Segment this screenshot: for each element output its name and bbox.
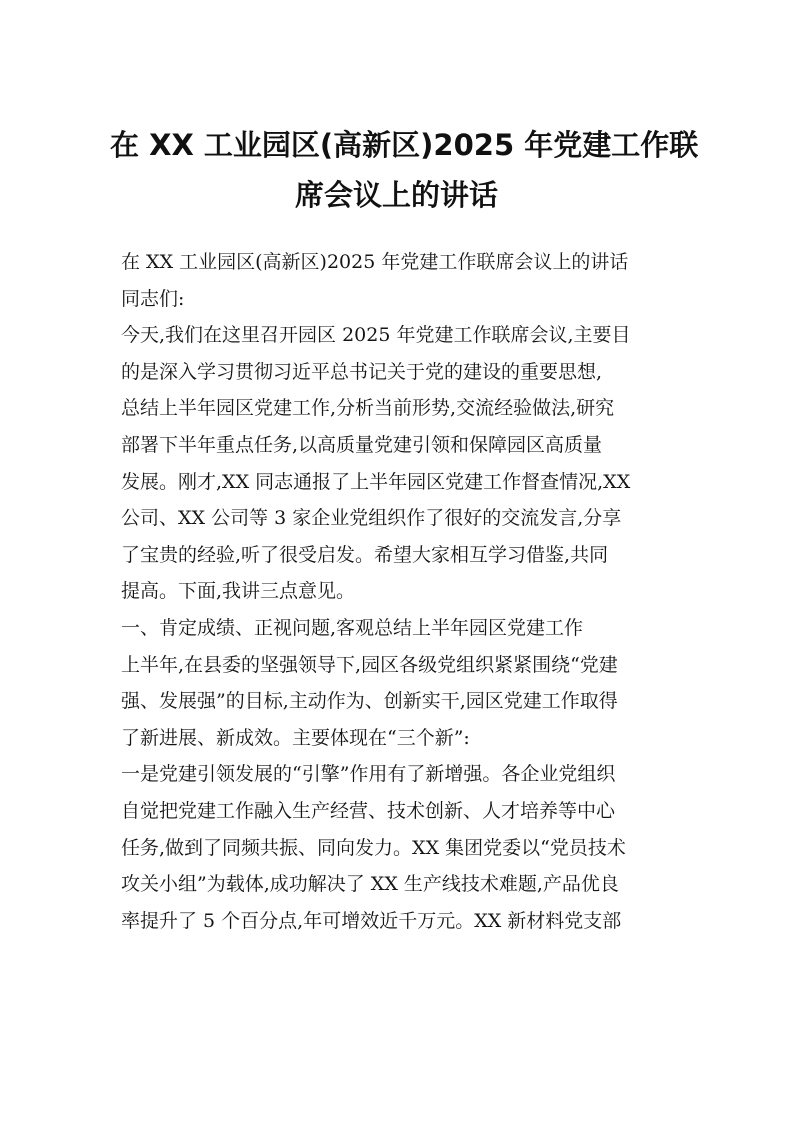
body-line: 上半年,在县委的坚强领导下,园区各级党组织紧紧围绕“党建	[121, 653, 618, 676]
body-line: 的是深入学习贯彻习近平总书记关于党的建设的重要思想,	[121, 360, 603, 383]
title-line: 席会议上的讲话	[294, 178, 498, 212]
body-line: 公司、XX 公司等 3 家企业党组织作了很好的交流发言,分享	[121, 507, 622, 530]
body-line: 攻关小组”为载体,成功解决了 XX 生产线技术难题,产品优良	[121, 873, 619, 896]
body-line: 率提升了 5 个百分点,年可增效近千万元。XX 新材料党支部	[121, 909, 622, 932]
body-line: 同志们:	[121, 287, 185, 310]
body-line: 发展。刚才,XX 同志通报了上半年园区党建工作督查情况,XX	[121, 470, 631, 493]
document-body	[121, 244, 681, 939]
body-line: 强、发展强”的目标,主动作为、创新实干,园区党建工作取得	[121, 690, 618, 713]
body-line: 部署下半年重点任务,以高质量党建引领和保障园区高质量	[121, 433, 603, 456]
body-line: 了新进展、新成效。主要体现在“三个新”:	[121, 726, 470, 749]
document-title	[110, 120, 699, 220]
body-line: 今天,我们在这里召开园区 2025 年党建工作联席会议,主要目	[121, 324, 631, 347]
section-heading: 一、肯定成绩、正视问题,客观总结上半年园区党建工作	[121, 616, 584, 639]
body-line: 一是党建引领发展的“引擎”作用有了新增强。各企业党组织	[121, 763, 616, 786]
body-line: 任务,做到了同频共振、同向发力。XX 集团党委以“党员技术	[121, 836, 626, 859]
body-line: 了宝贵的经验,听了很受启发。希望大家相互学习借鉴,共同	[121, 543, 609, 566]
body-line: 在 XX 工业园区(高新区)2025 年党建工作联席会议上的讲话	[121, 251, 629, 273]
body-line: 总结上半年园区党建工作,分析当前形势,交流经验做法,研究	[121, 397, 615, 420]
body-line: 提高。下面,我讲三点意见。	[121, 580, 356, 603]
title-line: 在 XX 工业园区(高新区)2025 年党建工作联	[110, 128, 699, 162]
body-line: 自觉把党建工作融入生产经营、技术创新、人才培养等中心	[121, 799, 616, 822]
